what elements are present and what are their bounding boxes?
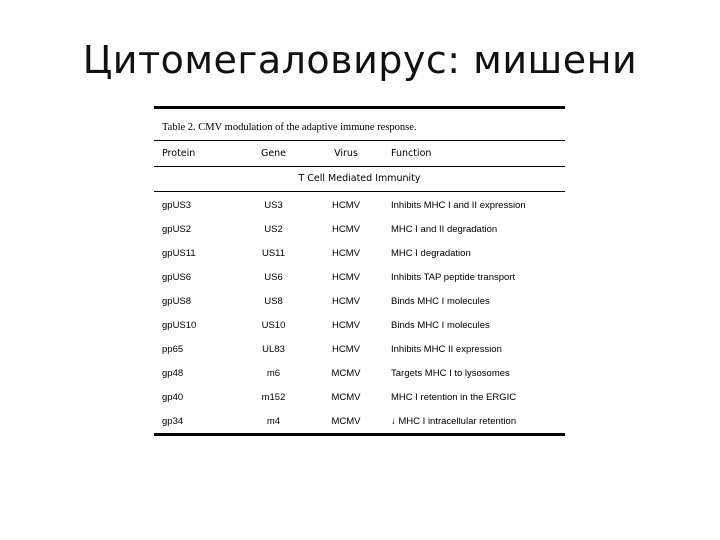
cell-gene: US6 bbox=[264, 271, 283, 283]
table-bottom-rule bbox=[154, 433, 565, 436]
table-row bbox=[154, 385, 565, 409]
cell-virus: HCMV bbox=[332, 295, 360, 307]
table-row bbox=[154, 265, 565, 289]
table-header-row bbox=[154, 141, 565, 166]
cell-gene: UL83 bbox=[262, 343, 285, 355]
cell-function: Binds MHC I molecules bbox=[391, 319, 490, 331]
cell-function: ↓ MHC I intracellular retention bbox=[391, 415, 517, 427]
table-row bbox=[154, 313, 565, 337]
cell-protein: gpUS8 bbox=[162, 295, 192, 307]
cell-protein: gpUS3 bbox=[162, 199, 192, 211]
cell-virus: HCMV bbox=[332, 271, 360, 283]
header-function: Function bbox=[391, 148, 432, 159]
cell-gene: US2 bbox=[264, 223, 283, 235]
cell-gene: m6 bbox=[266, 367, 281, 379]
cell-function: Inhibits MHC I and II expression bbox=[391, 199, 526, 211]
table-row bbox=[154, 289, 565, 313]
cell-virus: MCMV bbox=[331, 367, 361, 379]
cell-gene: US3 bbox=[264, 199, 283, 211]
cell-protein: gp48 bbox=[162, 367, 184, 379]
cell-function: Inhibits TAP peptide transport bbox=[391, 271, 516, 283]
cell-function: Binds MHC I molecules bbox=[391, 295, 490, 307]
cell-virus: HCMV bbox=[332, 223, 360, 235]
cell-gene: m152 bbox=[261, 391, 286, 403]
cell-protein: gp40 bbox=[162, 391, 184, 403]
cell-function: Inhibits MHC II expression bbox=[391, 343, 502, 355]
table-row bbox=[154, 193, 565, 217]
cell-protein: gpUS10 bbox=[162, 319, 197, 331]
cell-virus: MCMV bbox=[331, 415, 361, 427]
cell-function: Targets MHC I to lysosomes bbox=[391, 367, 510, 379]
table-body bbox=[154, 192, 565, 433]
cell-function: MHC I retention in the ERGIC bbox=[391, 391, 517, 403]
header-gene: Gene bbox=[260, 148, 287, 159]
table-row bbox=[154, 217, 565, 241]
table-row bbox=[154, 241, 565, 265]
cell-protein: gp34 bbox=[162, 415, 184, 427]
cell-gene: US8 bbox=[264, 295, 283, 307]
cell-virus: MCMV bbox=[331, 391, 361, 403]
table-row bbox=[154, 361, 565, 385]
cell-protein: pp65 bbox=[162, 343, 184, 355]
table-caption: Table 2. CMV modulation of the adaptive immune response. bbox=[162, 122, 417, 133]
cell-virus: HCMV bbox=[332, 247, 360, 259]
section-heading: T Cell Mediated Immunity bbox=[298, 173, 421, 184]
cell-gene: m4 bbox=[266, 415, 281, 427]
table-row bbox=[154, 337, 565, 361]
cell-function: MHC I and II degradation bbox=[391, 223, 498, 235]
cell-function: MHC I degradation bbox=[391, 247, 471, 259]
header-virus: Virus bbox=[334, 148, 358, 159]
cell-virus: HCMV bbox=[332, 343, 360, 355]
slide-title: Цитомегаловирус: мишени bbox=[82, 38, 638, 82]
cell-protein: gpUS11 bbox=[162, 247, 196, 259]
table-row bbox=[154, 409, 565, 433]
header-protein: Protein bbox=[162, 148, 196, 159]
data-table bbox=[154, 106, 565, 436]
cell-gene: US11 bbox=[261, 247, 286, 259]
cell-virus: HCMV bbox=[332, 199, 360, 211]
cell-protein: gpUS2 bbox=[162, 223, 192, 235]
cell-protein: gpUS6 bbox=[162, 271, 192, 283]
cell-gene: US10 bbox=[261, 319, 286, 331]
cell-virus: HCMV bbox=[332, 319, 360, 331]
